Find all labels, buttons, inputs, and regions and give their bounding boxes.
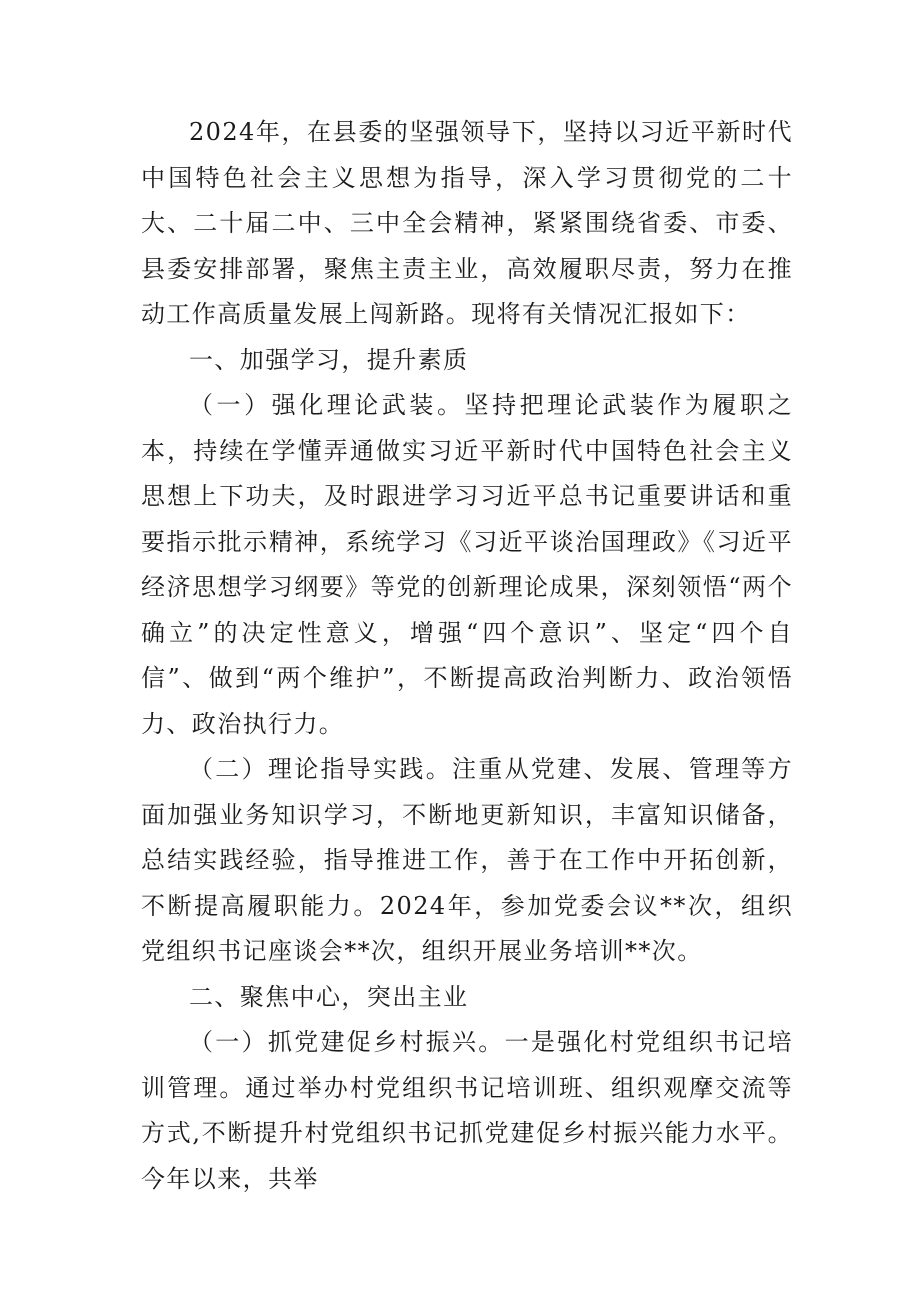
- subsection-1-2-paragraph: （二）理论指导实践。注重从党建、发展、管理等方面加强业务知识学习，不断地更新知识，丰富知识储备，总结实践经验，指导推进工作，善于在工作中开拓创新，不断提高履职能力。2024年，参加党委会议**次，组织党组织书记座谈会**次，组织开展业务培训**次。: [141, 755, 793, 965]
- document-body: [141, 110, 793, 1202]
- section-heading-1: 一、加强学习，提升素质: [189, 345, 469, 374]
- subsection-2-1-paragraph: （一）抓党建促乡村振兴。一是强化村党组织书记培训管理。通过举办村党组织书记培训班、组织观摩交流等方式,不断提升村党组织书记抓党建促乡村振兴能力水平。今年以来，共举: [141, 1028, 793, 1193]
- subsection-1-1-paragraph: （一）强化理论武装。坚持把理论武装作为履职之本，持续在学懂弄通做实习近平新时代中国特色社会主义思想上下功夫，及时跟进学习习近平总书记重要讲话和重要指示批示精神，系统学习《习近平谈治国理政》《习近平经济思想学习纲要》等党的创新理论成果，深刻领悟“两个确立”的决定性意义，增强“四个意识”、坚定“四个自信”、做到“两个维护”，不断提高政治判断力、政治领悟力、政治执行力。: [141, 391, 793, 738]
- intro-paragraph: 2024年，在县委的坚强领导下，坚持以习近平新时代中国特色社会主义思想为指导，深入学习贯彻党的二十大、二十届二中、三中全会精神，紧紧围绕省委、市委、县委安排部署，聚焦主责主业，高效履职尽责，努力在推动工作高质量发展上闯新路。现将有关情况汇报如下：: [141, 118, 793, 328]
- section-heading-2: 二、聚焦中心，突出主业: [189, 982, 469, 1011]
